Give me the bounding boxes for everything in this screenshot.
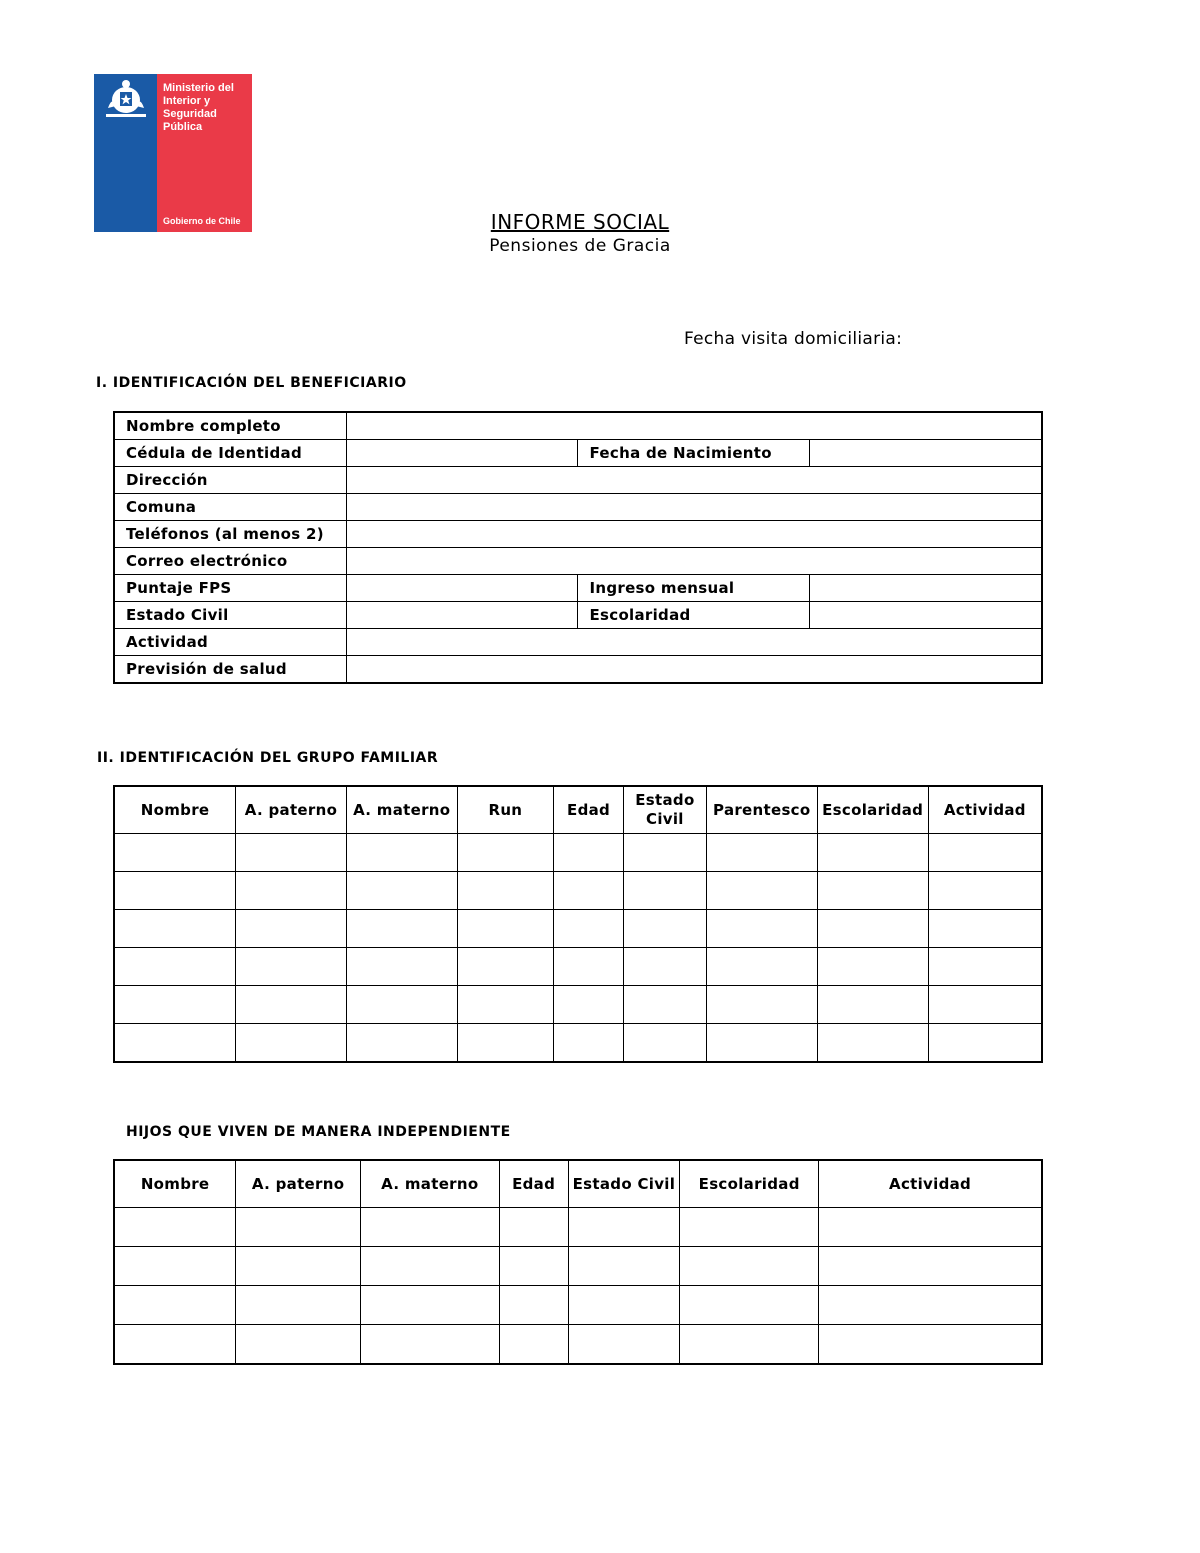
- field-puntaje-fps[interactable]: [347, 575, 578, 602]
- label-correo: Correo electrónico: [114, 548, 347, 575]
- table-row: [114, 910, 1042, 948]
- table-cell[interactable]: [114, 1286, 236, 1325]
- label-ingreso-mensual: Ingreso mensual: [578, 575, 810, 602]
- table-row: [114, 629, 1042, 656]
- table-cell[interactable]: [346, 1024, 457, 1063]
- table-cell[interactable]: [554, 1024, 624, 1063]
- logo-ministry-name: Ministerio del Interior y Seguridad Pública: [163, 82, 234, 133]
- table-cell[interactable]: [457, 834, 554, 872]
- table-cell[interactable]: [623, 834, 706, 872]
- table-cell[interactable]: [114, 986, 236, 1024]
- table-row: [114, 575, 1042, 602]
- table-cell[interactable]: [499, 1325, 568, 1365]
- table-cell[interactable]: [817, 872, 928, 910]
- field-fecha-nacimiento[interactable]: [810, 440, 1042, 467]
- table-cell[interactable]: [236, 1024, 347, 1063]
- table-cell[interactable]: [819, 1286, 1042, 1325]
- table-cell[interactable]: [236, 986, 347, 1024]
- col-estado-civil: Estado Civil: [623, 786, 706, 834]
- table-cell[interactable]: [680, 1325, 819, 1365]
- label-estado-civil: Estado Civil: [114, 602, 347, 629]
- field-comuna[interactable]: [347, 494, 1042, 521]
- table-cell[interactable]: [236, 910, 347, 948]
- table-cell[interactable]: [928, 910, 1042, 948]
- table-cell[interactable]: [819, 1325, 1042, 1365]
- field-cedula[interactable]: [347, 440, 578, 467]
- table-cell[interactable]: [236, 834, 347, 872]
- label-direccion: Dirección: [114, 467, 347, 494]
- table-cell[interactable]: [928, 986, 1042, 1024]
- label-prevision-salud: Previsión de salud: [114, 656, 347, 684]
- table-row: [114, 986, 1042, 1024]
- table-row: [114, 1247, 1042, 1286]
- table-cell[interactable]: [817, 986, 928, 1024]
- section-title-family: II. IDENTIFICACIÓN DEL GRUPO FAMILIAR: [97, 750, 439, 766]
- label-escolaridad: Escolaridad: [578, 602, 810, 629]
- table-row: [114, 1325, 1042, 1365]
- label-puntaje-fps: Puntaje FPS: [114, 575, 347, 602]
- table-cell[interactable]: [817, 1024, 928, 1063]
- ministry-logo: [94, 74, 252, 232]
- logo-red-panel: [157, 74, 252, 232]
- page-title: INFORME SOCIAL: [490, 210, 670, 234]
- table-cell[interactable]: [360, 1247, 499, 1286]
- field-actividad[interactable]: [347, 629, 1042, 656]
- table-cell[interactable]: [819, 1208, 1042, 1247]
- col-parentesco: Parentesco: [706, 786, 817, 834]
- independent-children-table: [113, 1159, 1043, 1365]
- table-cell[interactable]: [360, 1208, 499, 1247]
- label-telefonos: Teléfonos (al menos 2): [114, 521, 347, 548]
- table-cell[interactable]: [236, 1247, 361, 1286]
- col-a-paterno: A. paterno: [236, 1160, 361, 1208]
- table-cell[interactable]: [817, 834, 928, 872]
- beneficiary-table: [113, 411, 1043, 684]
- field-escolaridad[interactable]: [810, 602, 1042, 629]
- col-nombre: Nombre: [114, 1160, 236, 1208]
- table-cell[interactable]: [554, 834, 624, 872]
- table-cell[interactable]: [236, 872, 347, 910]
- label-comuna: Comuna: [114, 494, 347, 521]
- label-cedula: Cédula de Identidad: [114, 440, 347, 467]
- col-edad: Edad: [554, 786, 624, 834]
- table-cell[interactable]: [114, 834, 236, 872]
- field-ingreso-mensual[interactable]: [810, 575, 1042, 602]
- table-row: [114, 1024, 1042, 1063]
- table-cell[interactable]: [568, 1286, 680, 1325]
- table-row: [114, 440, 1042, 467]
- table-cell[interactable]: [680, 1286, 819, 1325]
- table-cell[interactable]: [706, 986, 817, 1024]
- table-cell[interactable]: [457, 910, 554, 948]
- table-row: [114, 494, 1042, 521]
- table-cell[interactable]: [457, 948, 554, 986]
- table-row: [114, 948, 1042, 986]
- col-actividad: Actividad: [928, 786, 1042, 834]
- col-actividad: Actividad: [819, 1160, 1042, 1208]
- col-a-materno: A. materno: [360, 1160, 499, 1208]
- table-cell[interactable]: [114, 1208, 236, 1247]
- table-cell[interactable]: [346, 910, 457, 948]
- label-actividad: Actividad: [114, 629, 347, 656]
- field-estado-civil[interactable]: [347, 602, 578, 629]
- table-cell[interactable]: [706, 834, 817, 872]
- table-cell[interactable]: [346, 872, 457, 910]
- table-cell[interactable]: [114, 948, 236, 986]
- page-subtitle: Pensiones de Gracia: [489, 236, 671, 256]
- table-cell[interactable]: [236, 1325, 361, 1365]
- table-cell[interactable]: [680, 1208, 819, 1247]
- table-cell[interactable]: [817, 948, 928, 986]
- family-table: [113, 785, 1043, 1063]
- table-cell[interactable]: [236, 1286, 361, 1325]
- table-cell[interactable]: [928, 1024, 1042, 1063]
- table-header-row: [114, 786, 1042, 834]
- table-cell[interactable]: [623, 948, 706, 986]
- table-cell[interactable]: [623, 986, 706, 1024]
- table-row: [114, 548, 1042, 575]
- table-cell[interactable]: [499, 1247, 568, 1286]
- field-correo[interactable]: [347, 548, 1042, 575]
- table-cell[interactable]: [568, 1208, 680, 1247]
- table-cell[interactable]: [499, 1208, 568, 1247]
- table-row: [114, 467, 1042, 494]
- field-nombre-completo[interactable]: [347, 412, 1042, 440]
- table-cell[interactable]: [706, 910, 817, 948]
- field-telefonos[interactable]: [347, 521, 1042, 548]
- table-row: [114, 602, 1042, 629]
- table-cell[interactable]: [706, 948, 817, 986]
- table-cell[interactable]: [554, 872, 624, 910]
- table-cell[interactable]: [568, 1325, 680, 1365]
- visit-date-label: Fecha visita domiciliaria:: [684, 329, 903, 349]
- table-cell[interactable]: [360, 1325, 499, 1365]
- table-row: [114, 872, 1042, 910]
- table-cell[interactable]: [457, 986, 554, 1024]
- table-cell[interactable]: [114, 910, 236, 948]
- table-row: [114, 1208, 1042, 1247]
- table-cell[interactable]: [680, 1247, 819, 1286]
- field-prevision-salud[interactable]: [347, 656, 1042, 684]
- table-cell[interactable]: [706, 872, 817, 910]
- table-header-row: [114, 1160, 1042, 1208]
- table-cell[interactable]: [928, 872, 1042, 910]
- table-cell[interactable]: [928, 834, 1042, 872]
- logo-footer: Gobierno de Chile: [163, 216, 241, 226]
- table-cell[interactable]: [346, 986, 457, 1024]
- table-cell[interactable]: [114, 872, 236, 910]
- table-cell[interactable]: [706, 1024, 817, 1063]
- table-cell[interactable]: [114, 1247, 236, 1286]
- col-escolaridad: Escolaridad: [680, 1160, 819, 1208]
- table-cell[interactable]: [554, 948, 624, 986]
- table-cell[interactable]: [346, 834, 457, 872]
- table-cell[interactable]: [623, 1024, 706, 1063]
- section-title-beneficiary: I. IDENTIFICACIÓN DEL BENEFICIARIO: [96, 375, 407, 391]
- table-cell[interactable]: [114, 1325, 236, 1365]
- table-row: [114, 834, 1042, 872]
- table-cell[interactable]: [554, 986, 624, 1024]
- table-cell[interactable]: [236, 948, 347, 986]
- label-nombre-completo: Nombre completo: [114, 412, 347, 440]
- table-cell[interactable]: [499, 1286, 568, 1325]
- table-cell[interactable]: [623, 910, 706, 948]
- table-cell[interactable]: [360, 1286, 499, 1325]
- col-edad: Edad: [499, 1160, 568, 1208]
- col-estado-civil: Estado Civil: [568, 1160, 680, 1208]
- table-cell[interactable]: [457, 1024, 554, 1063]
- table-cell[interactable]: [346, 948, 457, 986]
- table-cell[interactable]: [554, 910, 624, 948]
- table-cell[interactable]: [114, 1024, 236, 1063]
- col-run: Run: [457, 786, 554, 834]
- field-direccion[interactable]: [347, 467, 1042, 494]
- col-a-materno: A. materno: [346, 786, 457, 834]
- table-cell[interactable]: [819, 1247, 1042, 1286]
- table-row: [114, 521, 1042, 548]
- col-nombre: Nombre: [114, 786, 236, 834]
- table-row: [114, 656, 1042, 684]
- table-cell[interactable]: [928, 948, 1042, 986]
- table-cell[interactable]: [236, 1208, 361, 1247]
- coat-of-arms-icon: [94, 74, 157, 126]
- table-row: [114, 412, 1042, 440]
- section-title-children: HIJOS QUE VIVEN DE MANERA INDEPENDIENTE: [126, 1124, 511, 1140]
- col-escolaridad: Escolaridad: [817, 786, 928, 834]
- table-cell[interactable]: [568, 1247, 680, 1286]
- table-cell[interactable]: [623, 872, 706, 910]
- table-cell[interactable]: [457, 872, 554, 910]
- logo-blue-panel: [94, 74, 157, 232]
- col-a-paterno: A. paterno: [236, 786, 347, 834]
- table-row: [114, 1286, 1042, 1325]
- table-cell[interactable]: [817, 910, 928, 948]
- label-fecha-nacimiento: Fecha de Nacimiento: [578, 440, 810, 467]
